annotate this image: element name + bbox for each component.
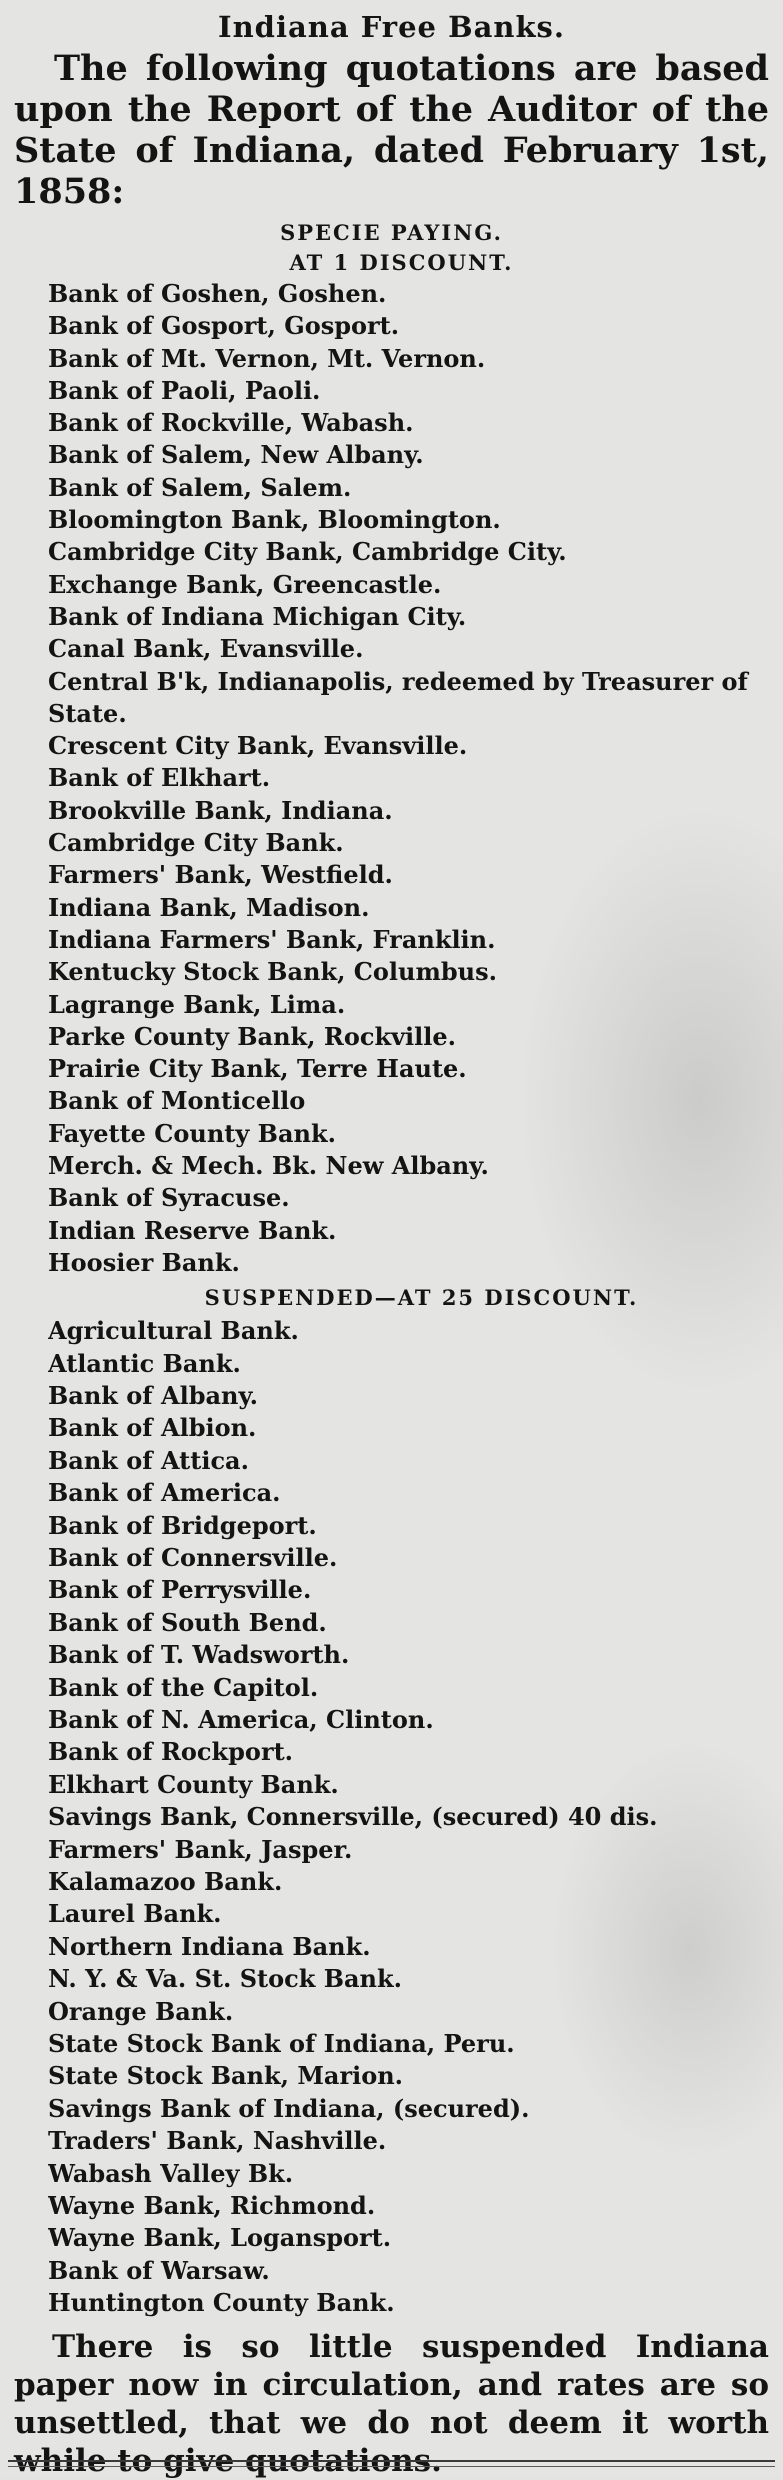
bank-list-item: Bank of Albany. [48, 1381, 259, 1411]
bank-list-item: Brookville Bank, Indiana. [48, 795, 393, 825]
bank-list-item: Agricultural Bank. [48, 1316, 299, 1346]
bank-list-item: Bank of Perrysville. [48, 1575, 312, 1605]
bank-list-item: Northern Indiana Bank. [48, 1931, 371, 1961]
intro-paragraph: The following quotations are based upon the Report of the Auditor of the State of Indiana, dated February 1st, 1858: [14, 48, 769, 212]
bank-list-item: Bank of Bridgeport. [48, 1510, 317, 1540]
specie-paying-bank-list [14, 278, 769, 1279]
bank-list-item: Cambridge City Bank, Cambridge City. [48, 537, 567, 567]
bank-list-item: Laurel Bank. [48, 1899, 222, 1929]
bank-list-item: Bank of Monticello [48, 1086, 306, 1116]
bank-list-item: N. Y. & Va. St. Stock Bank. [48, 1964, 402, 1994]
bank-list-item: Hoosier Bank. [48, 1247, 240, 1277]
suspended-heading: SUSPENDED—AT 25 DISCOUNT. [204, 1285, 639, 1311]
closing-paragraph: There is so little suspended Indiana paper now in circulation, and rates are so unsettled, that we do not deem it worth while to give quotations. [14, 2328, 769, 2479]
bank-list-item: Canal Bank, Evansville. [48, 634, 364, 664]
bank-list-item: Bank of Attica. [48, 1445, 249, 1475]
bank-list-item: Fayette County Bank. [48, 1118, 336, 1148]
bank-list-item: Elkhart County Bank. [48, 1769, 339, 1799]
bank-list-item: Bank of South Bend. [48, 1607, 327, 1637]
bank-list-item: Wayne Bank, Logansport. [48, 2223, 392, 2253]
bank-list-item: Savings Bank of Indiana, (secured). [48, 2093, 530, 2123]
bank-list-item: Exchange Bank, Greencastle. [48, 569, 442, 599]
bottom-rule [8, 2460, 775, 2467]
bank-list-item: Wayne Bank, Richmond. [48, 2191, 376, 2221]
bank-list-item: Wabash Valley Bk. [48, 2158, 294, 2188]
bank-list-item: Prairie City Bank, Terre Haute. [48, 1054, 467, 1084]
bank-list-item: Bank of Goshen, Goshen. [48, 279, 387, 308]
bank-list-item: Bank of Warsaw. [48, 2255, 270, 2285]
bank-list-item: Lagrange Bank, Lima. [48, 989, 346, 1019]
bank-list-item: Atlantic Bank. [48, 1348, 241, 1378]
at-1-discount-heading: AT 1 DISCOUNT. [289, 250, 514, 275]
headline: Indiana Free Banks. [218, 10, 565, 44]
bank-list-item: Bank of Indiana Michigan City. [48, 601, 467, 631]
bank-list-item: Indiana Bank, Madison. [48, 892, 370, 922]
bank-list-item: State Stock Bank of Indiana, Peru. [48, 2029, 515, 2059]
bank-list-item: Bank of Connersville. [48, 1543, 338, 1573]
bank-list-item: Indiana Farmers' Bank, Franklin. [48, 924, 496, 954]
bank-list-item: Bank of the Capitol. [48, 1672, 319, 1702]
bank-list-item: Traders' Bank, Nashville. [48, 2126, 387, 2156]
bank-list-item: Bank of N. America, Clinton. [48, 1705, 434, 1735]
bank-list-item: Farmers' Bank, Jasper. [48, 1834, 353, 1864]
bank-list-item: Bank of Salem, Salem. [48, 472, 352, 502]
bank-list-item: Crescent City Bank, Evansville. [48, 731, 468, 761]
bank-list-item: Bank of Albion. [48, 1413, 257, 1443]
bank-list-item: Kalamazoo Bank. [48, 1867, 283, 1896]
specie-paying-heading: SPECIE PAYING. [280, 220, 503, 245]
bank-list-item: Parke County Bank, Rockville. [48, 1021, 456, 1051]
bank-list-item: Bank of Syracuse. [48, 1183, 290, 1213]
bank-list-item: Bank of Paoli, Paoli. [48, 375, 321, 405]
bank-list-item: Kentucky Stock Bank, Columbus. [48, 957, 497, 987]
bank-list-item: Farmers' Bank, Westfield. [48, 860, 393, 890]
suspended-bank-list [14, 1315, 769, 2319]
bank-list-item: Bank of Rockville, Wabash. [48, 408, 414, 438]
bank-list-item: Bank of America. [48, 1478, 281, 1508]
bank-list-item: Merch. & Mech. Bk. New Albany. [48, 1151, 489, 1181]
bank-list-item: Bank of Rockport. [48, 1737, 294, 1767]
bank-list-item: Bank of Elkhart. [48, 763, 271, 793]
bank-list-item: State Stock Bank, Marion. [48, 2061, 404, 2091]
bank-list-item: Cambridge City Bank. [48, 828, 344, 858]
bank-list-item: Central B'k, Indianapolis, redeemed by Treasurer of State. [48, 666, 748, 728]
bank-list-item: Huntington County Bank. [48, 2288, 395, 2318]
bank-list-item: Bank of Mt. Vernon, Mt. Vernon. [48, 343, 486, 373]
bank-list-item: Bank of T. Wadsworth. [48, 1640, 350, 1670]
bank-list-item: Bloomington Bank, Bloomington. [48, 505, 501, 535]
bank-list-item: Bank of Salem, New Albany. [48, 440, 424, 470]
bank-list-item: Bank of Gosport, Gosport. [48, 311, 400, 341]
bank-list-item: Indian Reserve Bank. [48, 1215, 337, 1245]
bank-list-item: Orange Bank. [48, 1996, 234, 2026]
bank-list-item: Savings Bank, Connersville, (secured) 40 dis. [48, 1802, 658, 1832]
